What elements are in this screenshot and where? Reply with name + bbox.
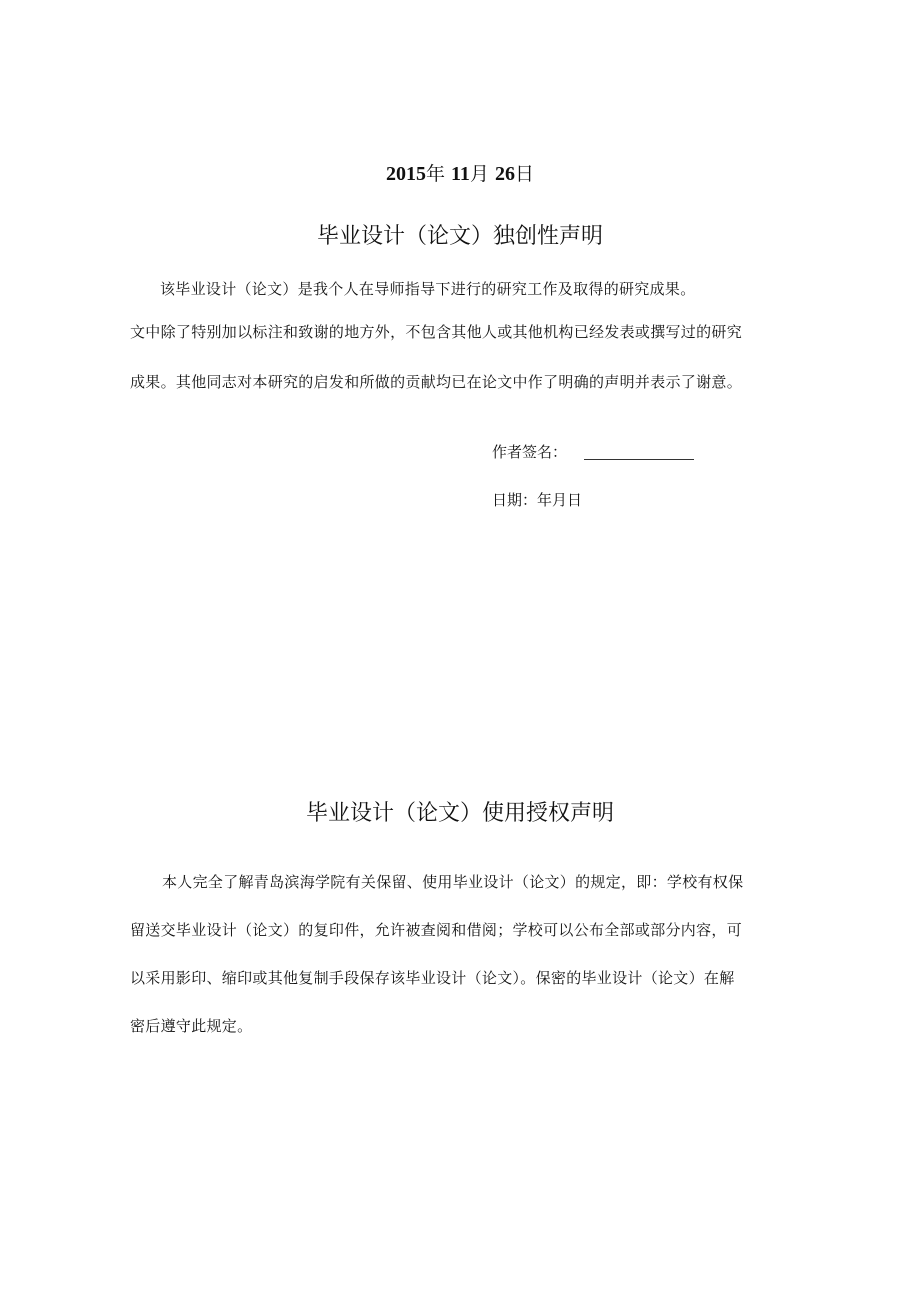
authorization-line-2: 留送交毕业设计（论文）的复印件，允许被查阅和借阅；学校可以公布全部或部分内容，可 xyxy=(130,921,743,939)
signature-date-label: 日期：年月日 xyxy=(492,491,583,509)
date-year: 2015 xyxy=(385,163,426,185)
authorization-title: 毕业设计（论文）使用授权声明 xyxy=(305,801,614,826)
authorization-line-3: 以采用影印、缩印或其他复制手段保存该毕业设计（论文）。保密的毕业设计（论文）在解 xyxy=(130,969,735,987)
authorization-line-4: 密后遵守此规定。 xyxy=(130,1017,253,1035)
originality-line-2: 文中除了特别加以标注和致谢的地方外，不包含其他人或其他机构已经发表或撰写过的研究 xyxy=(130,323,743,341)
date-month-unit: 月 xyxy=(469,163,489,185)
date-day-unit: 日 xyxy=(515,163,535,185)
date-line xyxy=(0,160,920,188)
date-year-unit: 年 xyxy=(425,163,445,185)
date-month: 11 xyxy=(451,163,470,185)
originality-line-3: 成果。其他同志对本研究的启发和所做的贡献均已在论文中作了明确的声明并表示了谢意。 xyxy=(130,373,743,391)
author-signature-blank xyxy=(584,459,694,460)
authorization-line-1: 本人完全了解青岛滨海学院有关保留、使用毕业设计（论文）的规定，即：学校有权保 xyxy=(162,873,744,891)
author-signature-label: 作者签名： xyxy=(492,443,568,461)
date-day: 26 xyxy=(495,163,515,185)
originality-line-1: 该毕业设计（论文）是我个人在导师指导下进行的研究工作及取得的研究成果。 xyxy=(160,280,696,298)
originality-title: 毕业设计（论文）独创性声明 xyxy=(316,224,603,249)
